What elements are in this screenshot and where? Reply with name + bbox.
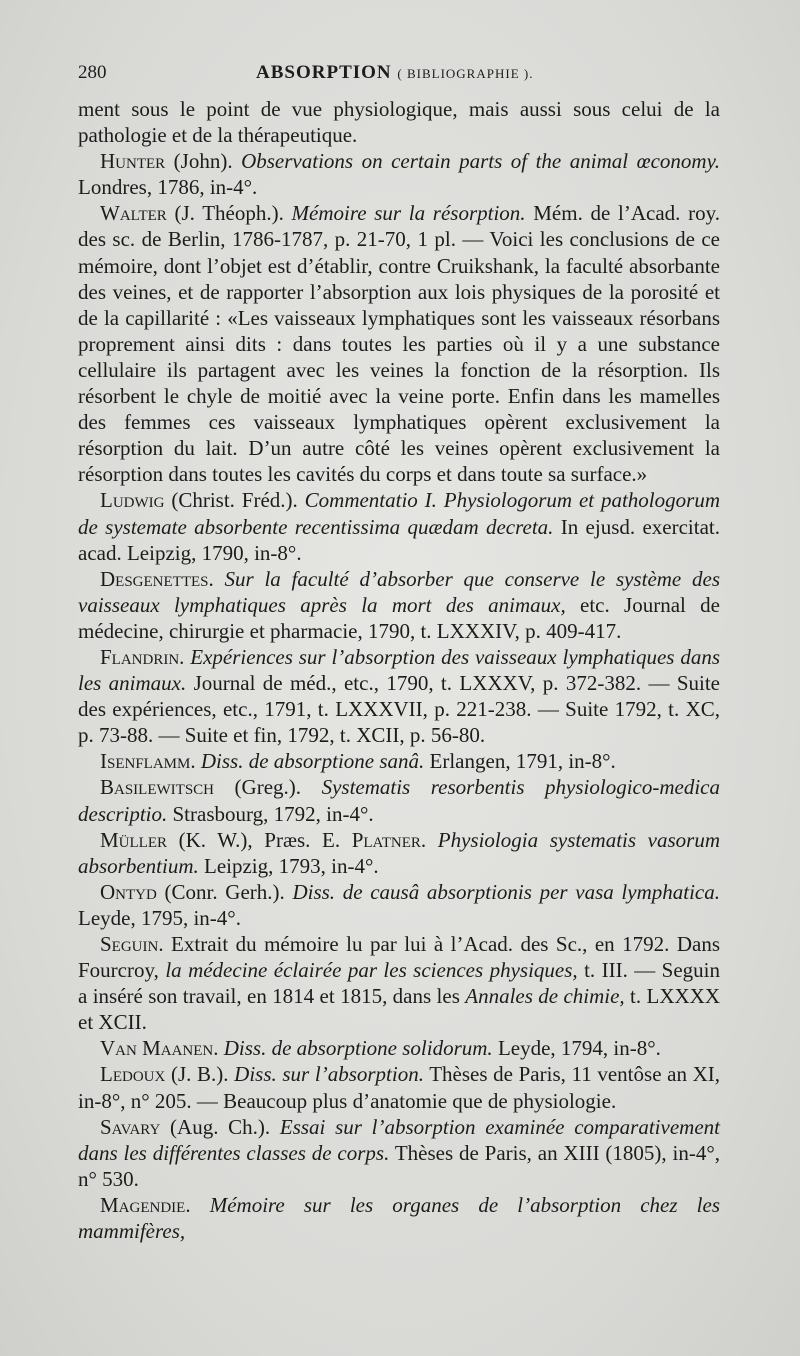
author-name: Müller [100, 827, 167, 852]
bibliography-entry [78, 1192, 720, 1244]
work-title: Diss. de absorptione sanâ. [200, 749, 425, 774]
continued-paragraph [78, 96, 720, 148]
work-title: Expériences sur l’absorption des vaisseaux lymphatiques dans les animaux. [78, 644, 720, 696]
author-name: Ludwig [100, 488, 165, 513]
bibliography-entry [78, 1061, 720, 1113]
entry-text: (Conr. Gerh.). [156, 879, 293, 904]
work-title: Diss. de absorptione solidorum. [223, 1036, 493, 1061]
running-title [256, 62, 533, 84]
work-title: Commentatio I. Physiologorum et pathologorum de systemate absorbente recentissima quædam decreta. [78, 488, 720, 539]
entry-text: Thèses de Paris, an XIII (1805), in-4°, n° 530. [78, 1140, 720, 1191]
entry-text: Journal de méd., etc., 1790, t. LXXXV, p. 372-382. — Suite des expériences, etc., 1791, t. LXXXVII, p. 221-238. — Suite 1792, t. XC, p. 73-88. — Suite et fin, 1792, t. XCII, p. 56-80. [78, 671, 720, 748]
entry-text: t. LXXXX et XCII. [78, 984, 720, 1035]
bibliography-entry [78, 879, 720, 931]
running-header [78, 60, 720, 90]
entry-text: (J. B.). [165, 1062, 235, 1087]
author-name: Walter [100, 201, 167, 226]
entry-text: In ejusd. exercitat. acad. Leipzig, 1790, in-8°. [78, 514, 720, 565]
work-title: Sur la faculté d’absorber que conserve le système des vaisseaux lymphatiques après la mort des animaux, [78, 566, 721, 617]
bibliography-entry [78, 1114, 720, 1192]
author-name: Van Maanen. [100, 1036, 219, 1061]
entry-text: (Greg.). [214, 775, 322, 800]
bibliography-entry [78, 644, 720, 748]
entry-text: Extrait du mémoire lu par lui à l’Acad. des Sc., en 1792. Dans Fourcroy, [78, 932, 720, 983]
work-title: Physiologia systematis vasorum absorbentium. [78, 827, 720, 878]
entry-text: (J. Théoph.). [166, 201, 292, 226]
author-name: Ledoux [100, 1062, 166, 1087]
entry-text: (John). [165, 149, 242, 174]
work-title: Systematis resorbentis physiologico-medica descriptio. [78, 775, 721, 826]
entry-text: (Christ. Fréd.). [164, 488, 305, 513]
entry-text: Thèses de Paris, 11 ventôse an XI, in-8°, n° 205. — Beaucoup plus d’anatomie que de physiologie. [78, 1062, 721, 1113]
work-title: Diss. sur l’absorption. [234, 1062, 424, 1087]
bibliography-entry [78, 931, 720, 1035]
author-name: Hunter [100, 149, 166, 174]
work-title: Essai sur l’absorption examinée comparativement dans les différentes classes de corps. [78, 1114, 720, 1165]
running-title-main: ABSORPTION [256, 62, 392, 83]
author-name: Basilewitsch [100, 775, 214, 800]
bibliography-entry [78, 566, 720, 644]
bibliography-entry [78, 748, 720, 774]
entry-text: ment sous le point de vue physiologique, mais aussi sous celui de la pathologie et de la thérapeutique. [78, 97, 720, 148]
author-name: Magendie. [100, 1192, 191, 1217]
entry-text: etc. Journal de médecine, chirurgie et pharmacie, 1790, t. LXXXIV, p. 409-417. [78, 592, 720, 643]
bibliography-entry [78, 148, 720, 200]
bibliography-entry [78, 200, 720, 487]
entry-text [214, 567, 225, 591]
author-name: Flandrin. [100, 644, 185, 669]
entry-text: (K. W.), Præs. E. [167, 827, 352, 852]
entry-text [426, 828, 438, 852]
bibliography-entry [78, 827, 720, 879]
entry-text: Erlangen, 1791, in-8°. [424, 749, 616, 774]
author-name: Savary [100, 1114, 161, 1139]
work-title: Annales de chimie, [465, 984, 625, 1009]
work-title: Observations on certain parts of the animal œconomy. [241, 149, 720, 174]
bibliography-text [78, 96, 720, 1244]
page-number: 280 [78, 62, 107, 83]
author-name: Ontyd [100, 879, 157, 904]
entry-text: Londres, 1786, in-4°. [78, 175, 258, 200]
entry-text: Leyde, 1795, in-4°. [78, 905, 241, 930]
running-title-subtitle: ( BIBLIOGRAPHIE ). [397, 66, 534, 81]
bibliography-entry [78, 487, 720, 565]
entry-text: t. III. — Seguin a inséré son travail, en 1814 et 1815, dans les [78, 958, 721, 1009]
author-name: Isenflamm. [100, 749, 196, 774]
entry-text: Leyde, 1794, in-8°. [492, 1036, 661, 1061]
author-name: Desgenettes. [100, 566, 214, 591]
entry-text: (Aug. Ch.). [160, 1114, 280, 1139]
entry-text: Leipzig, 1793, in-4°. [198, 853, 379, 878]
bibliography-entry [78, 1035, 720, 1061]
author-name: Platner. [351, 827, 427, 852]
entry-text [191, 1193, 210, 1217]
author-name: Seguin. [100, 932, 164, 956]
work-title: Mémoire sur la résorption. [291, 201, 526, 226]
bibliography-entry [78, 774, 720, 826]
work-title: Mémoire sur les organes de l’absorption chez les mammifères, [78, 1192, 721, 1244]
work-title: la médecine éclairée par les sciences physiques, [165, 958, 578, 983]
work-title: Diss. de causâ absorptionis per vasa lymphatica. [292, 879, 720, 904]
entry-text: Mém. de l’Acad. roy. des sc. de Berlin, 1786-1787, p. 21-70, 1 pl. — Voici les conclusions de ce mémoire, dont l’objet est d’établir, contre Cruikshank, la faculté absorbante des veines, et de rapporter l’absorption aux lois physiques de la porosité et de la capillarité : «Les vaisseaux lymphatiques sont les vaisseaux résorbans proprement ainsi dits : dans toutes les parties où il y a une substance cellulaire ils partagent avec les veines la fonction de la résorption. Ils résorbent le chyle de moitié avec la veine porte. Enfin dans les mamelles des femmes ces vaisseaux lymphatiques opèrent exclusivement la résorption du lait. D’un autre côté les veines opèrent exclusivement la résorption dans toutes les cavités du corps et dans toute sa surface.» [78, 201, 720, 487]
entry-text: Strasbourg, 1792, in-4°. [167, 801, 374, 826]
